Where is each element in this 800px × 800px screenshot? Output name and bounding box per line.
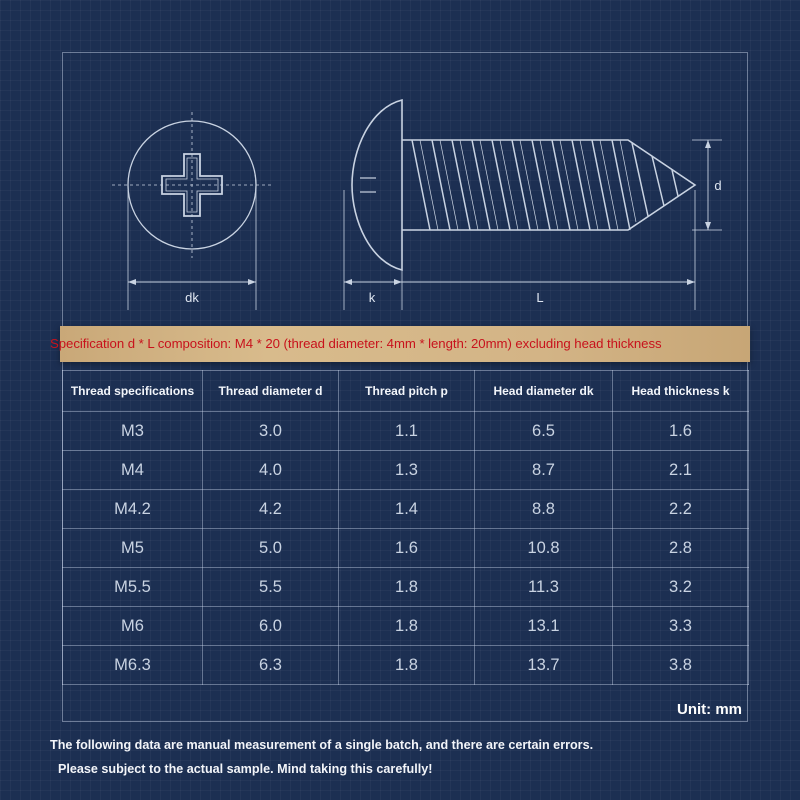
cell-thread-pitch: 1.4 [339,490,475,529]
sample-note: Please subject to the actual sample. Mind taking this carefully! [58,762,433,776]
dk-label: dk [185,290,199,305]
cell-spec: M3 [63,412,203,451]
cell-head-diameter: 13.1 [475,607,613,646]
table-row [63,646,749,685]
cell-thread-pitch: 1.8 [339,646,475,685]
cell-head-thickness: 3.8 [613,646,749,685]
cell-spec: M6 [63,607,203,646]
cell-head-diameter: 8.7 [475,451,613,490]
cell-thread-diameter: 5.0 [203,529,339,568]
measurement-note: The following data are manual measurement of a single batch, and there are certain errors. [50,738,594,752]
header-thread-pitch: Thread pitch p [339,371,475,412]
screw-shank-outline [402,140,695,230]
cell-head-thickness: 1.6 [613,412,749,451]
cell-thread-diameter: 4.2 [203,490,339,529]
L-label: L [536,290,544,305]
screw-head-side [352,100,402,270]
cell-spec: M5.5 [63,568,203,607]
cell-head-diameter: 8.8 [475,490,613,529]
table-header-row [63,371,749,412]
table-row [63,490,749,529]
table-row [63,568,749,607]
table-row [63,451,749,490]
cell-head-thickness: 2.2 [613,490,749,529]
table-row [63,529,749,568]
cell-head-diameter: 10.8 [475,529,613,568]
cell-head-diameter: 6.5 [475,412,613,451]
header-head-diameter: Head diameter dk [475,371,613,412]
unit-label: Unit: mm [677,701,742,718]
header-head-thickness: Head thickness k [613,371,749,412]
cell-thread-diameter: 4.0 [203,451,339,490]
cell-thread-diameter: 6.3 [203,646,339,685]
specification-text: Specification d * L composition: M4 * 20 (thread diameter: 4mm * length: 20mm) excluding head thickness [50,336,662,351]
cell-thread-pitch: 1.6 [339,529,475,568]
cell-spec: M5 [63,529,203,568]
cell-thread-diameter: 6.0 [203,607,339,646]
cell-head-thickness: 2.1 [613,451,749,490]
specification-table [62,370,749,685]
cell-thread-diameter: 5.5 [203,568,339,607]
k-label: k [368,290,376,305]
cell-thread-pitch: 1.8 [339,568,475,607]
cell-head-thickness: 3.3 [613,607,749,646]
cell-head-diameter: 11.3 [475,568,613,607]
table-row [63,412,749,451]
cell-thread-diameter: 3.0 [203,412,339,451]
cell-thread-pitch: 1.8 [339,607,475,646]
cell-thread-pitch: 1.1 [339,412,475,451]
d-label: d [714,178,722,193]
table-row [63,607,749,646]
cell-head-thickness: 3.2 [613,568,749,607]
cell-head-diameter: 13.7 [475,646,613,685]
cell-head-thickness: 2.8 [613,529,749,568]
header-thread-diameter: Thread diameter d [203,371,339,412]
screw-technical-drawing [0,0,800,330]
header-thread-specifications: Thread specifications [63,371,203,412]
cell-spec: M6.3 [63,646,203,685]
screw-threads [412,140,678,230]
cell-spec: M4.2 [63,490,203,529]
cell-thread-pitch: 1.3 [339,451,475,490]
cell-spec: M4 [63,451,203,490]
